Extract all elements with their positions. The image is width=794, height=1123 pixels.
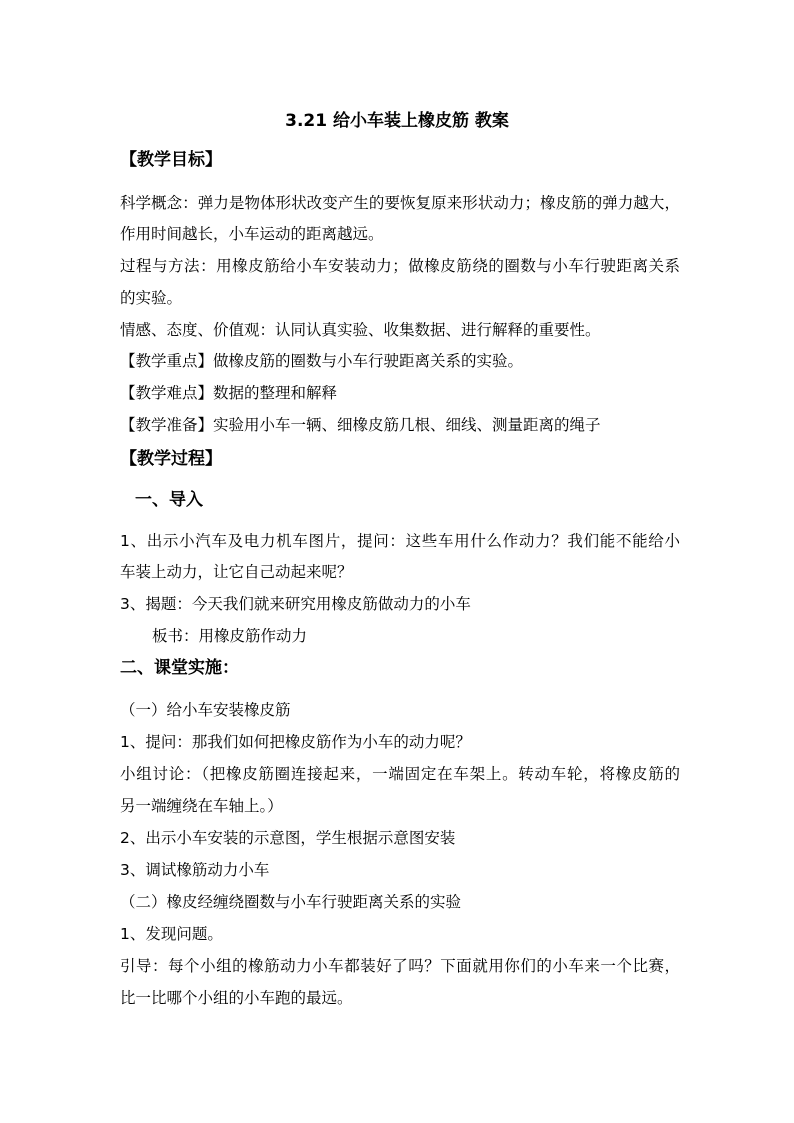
teaching-difficult-point: 【教学难点】数据的整理和解释 (120, 384, 338, 402)
goal-process-method-line-2: 的实验。 (120, 289, 183, 307)
sub1-item-3: 3、调试橡筋动力小车 (120, 861, 270, 879)
section-heading-teaching-goals: 【教学目标】 (120, 150, 222, 170)
subsection-install-rubber-band: （一）给小车安装橡皮筋 (120, 701, 291, 719)
sub2-guide-line-1: 引导：每个小组的橡筋动力小车都装好了吗？下面就用你们的小车来一个比赛， (120, 957, 680, 975)
intro-item-1-line-2: 车装上动力，让它自己动起来呢？ (120, 563, 353, 581)
goal-process-method-line-1: 过程与方法：用橡皮筋给小车安装动力；做橡皮筋绕的圈数与小车行驶距离关系 (120, 257, 680, 275)
intro-item-3: 3、揭题：今天我们就来研究用橡皮筋做动力的小车 (120, 595, 471, 613)
goal-science-concept-line-1: 科学概念：弹力是物体形状改变产生的要恢复原来形状动力；橡皮筋的弹力越大， (120, 194, 680, 212)
teaching-preparation: 【教学准备】实验用小车一辆、细橡皮筋几根、细线、测量距离的绳子 (120, 416, 601, 434)
sub1-group-discussion-line-2: 另一端缠绕在车轴上。） (120, 797, 283, 815)
subsection-rubber-band-turns-experiment: （二）橡皮经缠绕圈数与小车行驶距离关系的实验 (120, 893, 462, 911)
section-heading-teaching-process: 【教学过程】 (120, 449, 222, 469)
sub1-question-1: 1、提问：那我们如何把橡皮筋作为小车的动力呢？ (120, 733, 471, 751)
sub2-guide-line-2: 比一比哪个小组的小车跑的最远。 (120, 989, 353, 1007)
sub1-group-discussion-line-1: 小组讨论：（把橡皮筋圈连接起来，一端固定在车架上。转动车轮，将橡皮筋的 (120, 765, 680, 783)
blackboard-note: 板书：用橡皮筋作动力 (152, 627, 308, 645)
document-title: 3.21 给小车装上橡皮筋 教案 (285, 111, 509, 131)
intro-item-1-line-1: 1、出示小汽车及电力机车图片，提问：这些车用什么作动力？我们能不能给小 (120, 532, 680, 550)
part-heading-class-implementation: 二、课堂实施： (120, 658, 239, 678)
sub1-item-2: 2、出示小车安装的示意图，学生根据示意图安装 (120, 829, 456, 847)
teaching-key-point: 【教学重点】做橡皮筋的圈数与小车行驶距离关系的实验。 (120, 352, 524, 370)
goal-emotion-attitude: 情感、态度、价值观：认同认真实验、收集数据、进行解释的重要性。 (120, 321, 601, 339)
part-heading-introduction: 一、导入 (135, 490, 203, 510)
goal-science-concept-line-2: 作用时间越长，小车运动的距离越远。 (120, 225, 384, 243)
sub2-item-1: 1、发现问题。 (120, 925, 223, 943)
